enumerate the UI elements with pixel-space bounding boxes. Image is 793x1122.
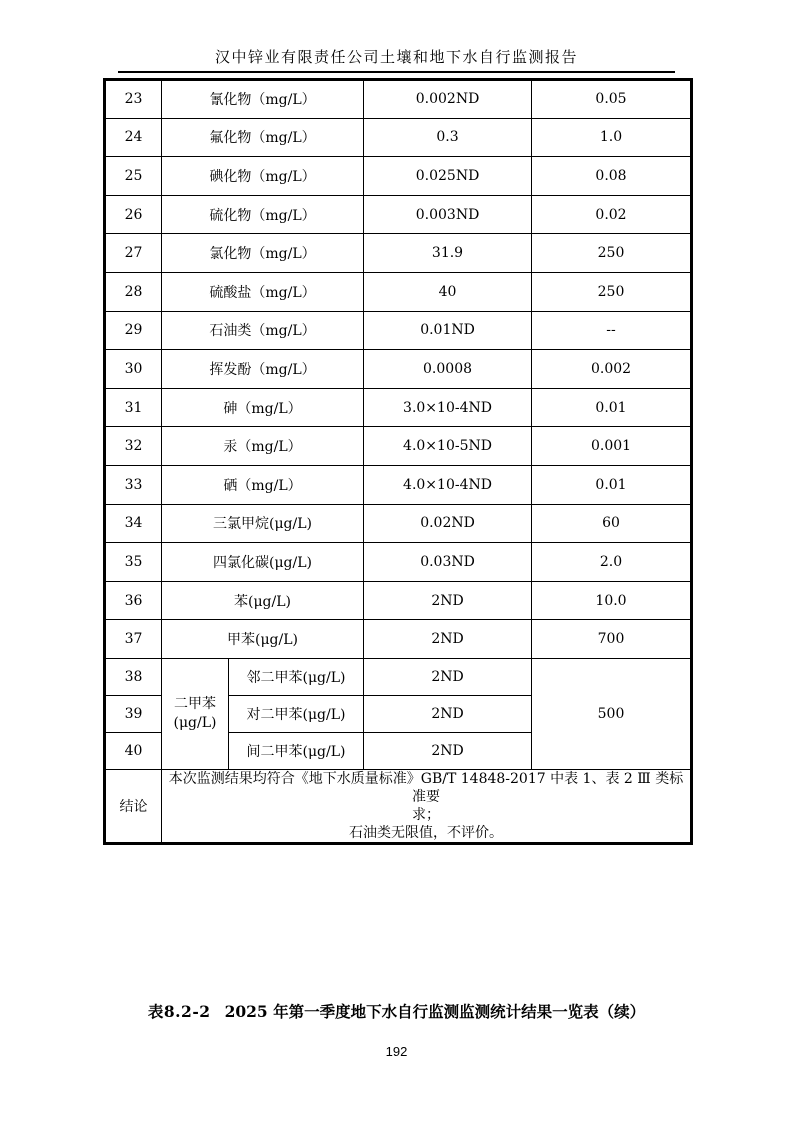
table-row	[105, 504, 692, 543]
table-row	[105, 350, 692, 389]
table-caption	[0, 1000, 793, 1022]
table-row	[105, 465, 692, 504]
row-number-cell: 30	[105, 350, 162, 389]
value-cell: 2ND	[364, 620, 532, 659]
value-cell: 0.03ND	[364, 543, 532, 582]
value-cell: 4.0×10-5ND	[364, 427, 532, 466]
xylene-group-section	[105, 658, 692, 769]
standard-cell: 0.002	[532, 350, 692, 389]
xylene-group-label-line2: (μg/L)	[173, 714, 217, 731]
conclusion-label-cell: 结论	[105, 769, 162, 843]
row-number-cell: 29	[105, 311, 162, 350]
value-cell: 2ND	[364, 695, 532, 732]
standard-cell: 250	[532, 272, 692, 311]
item-cell: 四氯化碳(μg/L)	[162, 543, 364, 582]
item-cell: 硫酸盐（mg/L）	[162, 272, 364, 311]
standard-cell: 10.0	[532, 581, 692, 620]
conclusion-line: 石油类无限值，不评价。	[349, 824, 503, 841]
row-number-cell: 36	[105, 581, 162, 620]
row-number-cell: 33	[105, 465, 162, 504]
value-cell: 3.0×10-4ND	[364, 388, 532, 427]
standard-cell: 0.001	[532, 427, 692, 466]
table-row	[105, 581, 692, 620]
value-cell: 0.02ND	[364, 504, 532, 543]
table-row	[105, 234, 692, 273]
item-cell: 苯(μg/L)	[162, 581, 364, 620]
table-row	[105, 80, 692, 119]
page-number: 192	[385, 1044, 408, 1059]
item-cell: 氟化物（mg/L）	[162, 118, 364, 157]
value-cell: 2ND	[364, 658, 532, 695]
row-number-cell: 34	[105, 504, 162, 543]
standard-cell: 700	[532, 620, 692, 659]
table-row	[105, 388, 692, 427]
table-row	[105, 311, 692, 350]
table-row	[105, 658, 692, 695]
xylene-group-label-line1: 二甲苯	[174, 696, 216, 713]
monitoring-results-table	[103, 78, 693, 845]
value-cell: 0.3	[364, 118, 532, 157]
table-row	[105, 620, 692, 659]
standard-cell: 60	[532, 504, 692, 543]
row-number-cell: 25	[105, 157, 162, 196]
row-number-cell: 37	[105, 620, 162, 659]
item-cell: 碘化物（mg/L）	[162, 157, 364, 196]
table-row	[105, 195, 692, 234]
standard-cell: --	[532, 311, 692, 350]
item-cell: 氰化物（mg/L）	[162, 80, 364, 119]
row-number-cell: 38	[105, 658, 162, 695]
standard-cell: 0.01	[532, 465, 692, 504]
value-cell: 0.002ND	[364, 80, 532, 119]
row-number-cell: 40	[105, 732, 162, 769]
table-row	[105, 118, 692, 157]
xylene-group-label-cell	[162, 658, 229, 769]
table-row	[105, 427, 692, 466]
table-row	[105, 543, 692, 582]
item-cell: 汞（mg/L）	[162, 427, 364, 466]
item-cell: 甲苯(μg/L)	[162, 620, 364, 659]
value-cell: 31.9	[364, 234, 532, 273]
standard-cell: 2.0	[532, 543, 692, 582]
value-cell: 2ND	[364, 581, 532, 620]
item-cell: 间二甲苯(μg/L)	[229, 732, 364, 769]
standard-cell: 250	[532, 234, 692, 273]
value-cell: 2ND	[364, 732, 532, 769]
table-row	[105, 157, 692, 196]
xylene-standard-cell: 500	[532, 658, 692, 769]
row-number-cell: 24	[105, 118, 162, 157]
standard-cell: 0.02	[532, 195, 692, 234]
row-number-cell: 39	[105, 695, 162, 732]
table-row	[105, 272, 692, 311]
item-cell: 氯化物（mg/L）	[162, 234, 364, 273]
row-number-cell: 28	[105, 272, 162, 311]
value-cell: 0.025ND	[364, 157, 532, 196]
item-cell: 邻二甲苯(μg/L)	[229, 658, 364, 695]
standard-cell: 0.05	[532, 80, 692, 119]
standard-cell: 0.08	[532, 157, 692, 196]
value-cell: 40	[364, 272, 532, 311]
row-number-cell: 32	[105, 427, 162, 466]
item-cell: 硫化物（mg/L）	[162, 195, 364, 234]
value-cell: 4.0×10-4ND	[364, 465, 532, 504]
table-caption-title: 2025 年第一季度地下水自行监测监测统计结果一览表（续）	[224, 1002, 646, 1021]
standard-cell: 0.01	[532, 388, 692, 427]
item-cell: 挥发酚（mg/L）	[162, 350, 364, 389]
item-cell: 硒（mg/L）	[162, 465, 364, 504]
row-number-cell: 26	[105, 195, 162, 234]
conclusion-section	[105, 769, 692, 843]
item-cell: 三氯甲烷(μg/L)	[162, 504, 364, 543]
conclusion-line: 求；	[412, 806, 440, 823]
page-header-title: 汉中锌业有限责任公司土壤和地下水自行监测报告	[214, 48, 578, 66]
header-divider-line	[118, 71, 675, 73]
row-number-cell: 35	[105, 543, 162, 582]
item-cell: 砷（mg/L）	[162, 388, 364, 427]
conclusion-row	[105, 769, 692, 843]
value-cell: 0.0008	[364, 350, 532, 389]
row-number-cell: 23	[105, 80, 162, 119]
conclusion-line: 本次监测结果均符合《地下水质量标准》GB/T 14848-2017 中表 1、表 2 Ⅲ 类标准要	[168, 770, 684, 805]
row-number-cell: 31	[105, 388, 162, 427]
item-cell: 石油类（mg/L）	[162, 311, 364, 350]
value-cell: 0.01ND	[364, 311, 532, 350]
item-cell: 对二甲苯(μg/L)	[229, 695, 364, 732]
conclusion-text-cell	[162, 769, 692, 843]
row-number-cell: 27	[105, 234, 162, 273]
table-caption-number: 表8.2-2	[147, 1002, 211, 1021]
standard-cell: 1.0	[532, 118, 692, 157]
regular-rows-section	[105, 80, 692, 659]
value-cell: 0.003ND	[364, 195, 532, 234]
